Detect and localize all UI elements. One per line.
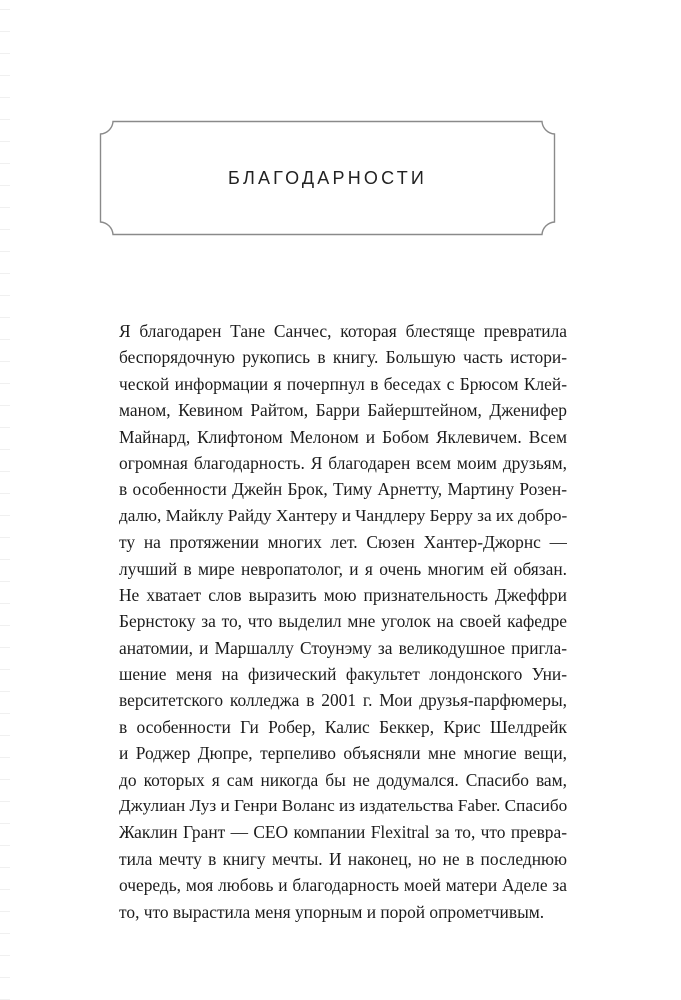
- text-line: лучший в мире невропатолог, и я очень многим ей обязан.: [119, 558, 567, 579]
- text-line: огромная благодарность. Я благодарен всем моим друзьям,: [119, 452, 567, 473]
- text-line: Бернстоку за то, что выделил мне уголок на своей кафедре: [119, 611, 567, 632]
- text-line: Майнард, Клифтоном Мелоном и Бобом Яклевичем. Всем: [119, 426, 567, 447]
- text-line: то, что вырастила меня упорным и порой опрометчивым.: [119, 901, 545, 922]
- text-line: анатомии, и Маршаллу Стоунэму за великодушное пригла-: [119, 637, 567, 658]
- text-line: ту на протяжении многих лет. Сюзен Хантер-Джорнс —: [119, 532, 567, 553]
- page-edge: [0, 0, 10, 1000]
- text-line: до которых я сам никогда бы не додумался. Спасибо вам,: [119, 769, 567, 790]
- text-line: Я благодарен Тане Санчес, которая блестяще превратила: [119, 321, 567, 341]
- text-line: маном, Кевином Райтом, Барри Байерштейном, Дженифер: [119, 400, 567, 421]
- text-line: в особенности Джейн Брок, Тиму Арнетту, Мартину Розен-: [119, 479, 567, 500]
- text-line: верситетского колледжа в 2001 г. Мои друзья-парфюмеры,: [119, 690, 567, 711]
- text-line: Джулиан Луз и Генри Воланс из издательства Faber. Спасибо: [119, 796, 567, 816]
- text-line: тила мечту в книгу мечты. И наконец, но не в последнюю: [119, 848, 567, 869]
- text-line: далю, Майклу Райду Хантеру и Чандлеру Берру за их добро-: [119, 505, 567, 525]
- text-line: шение меня на физический факультет лондонского Уни-: [119, 664, 567, 685]
- text-line: очередь, моя любовь и благодарность моей матери Аделе за: [119, 875, 567, 896]
- section-heading: БЛАГОДАРНОСТИ: [227, 168, 428, 188]
- text-line: ческой информации я почерпнул в беседах с Брюсом Клей-: [119, 373, 567, 394]
- acknowledgements-paragraph: [119, 318, 567, 925]
- text-line: беспорядочную рукопись в книгу. Большую часть истори-: [119, 347, 567, 368]
- text-line: Не хватает слов выразить мою признательность Джеффри: [119, 584, 567, 605]
- heading-frame: [99, 120, 556, 236]
- text-line: Жаклин Грант — CEO компании Flexitral за то, что превра-: [119, 822, 567, 843]
- text-line: и Роджер Дюпре, терпеливо объясняли мне многие вещи,: [119, 743, 567, 764]
- text-line: в особенности Ги Робер, Калис Беккер, Крис Шелдрейк: [119, 716, 567, 737]
